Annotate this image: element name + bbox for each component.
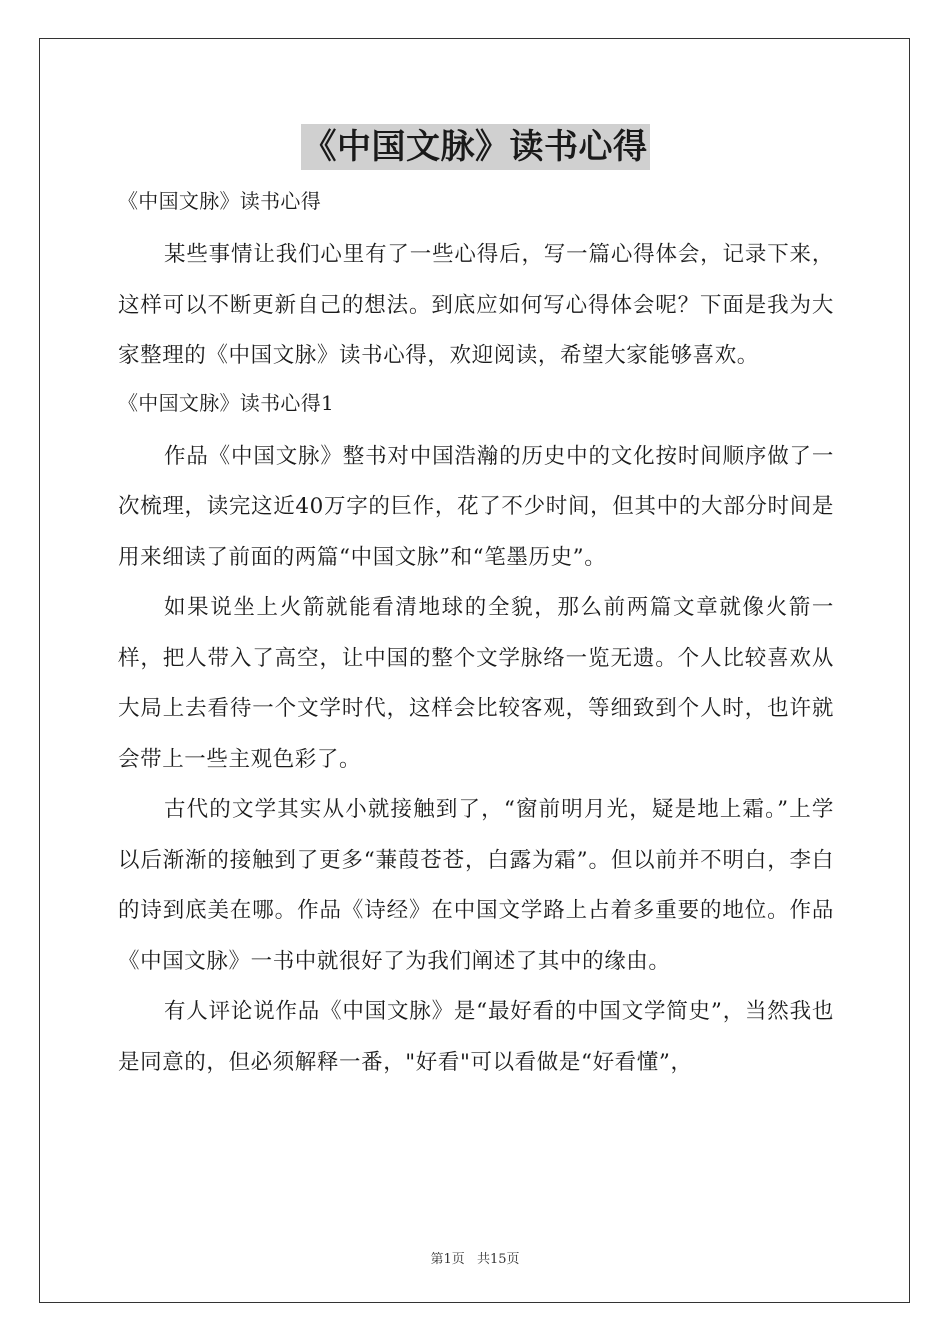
body-paragraph: 作品《中国文脉》整书对中国浩瀚的历史中的文化按时间顺序做了一次梳理，读完这近40万字的巨作，花了不少时间，但其中的大部分时间是用来细读了前面的两篇“中国文脉”和“笔墨历史”。 (118, 443, 834, 570)
body-paragraph: 古代的文学其实从小就接触到了，“窗前明月光，疑是地上霜。”上学以后渐渐的接触到了更多“蒹葭苍苍，白露为霜”。但以前并不明白，李白的诗到底美在哪。作品《诗经》在中国文学路上占着多重要的地位。作品《中国文脉》一书中就很好了为我们阐述了其中的缘由。 (118, 797, 834, 974)
page-total: 共15页 (476, 1252, 520, 1267)
body-paragraph: 有人评论说作品《中国文脉》是“最好看的中国文学简史”，当然我也是同意的，但必须解释一番，"好看"可以看做是“好看懂”， (118, 999, 834, 1075)
intro-paragraph: 某些事情让我们心里有了一些心得后，写一篇心得体会，记录下来，这样可以不断更新自己的想法。到底应如何写心得体会呢？下面是我为大家整理的《中国文脉》读书心得，欢迎阅读，希望大家能够喜欢。 (118, 242, 834, 368)
document-subtitle: 《中国文脉》读书心得 (118, 189, 321, 213)
page-footer (0, 1248, 950, 1267)
page-number: 第1页 (430, 1252, 465, 1267)
document-title: 《中国文脉》读书心得 (301, 124, 650, 170)
section-heading: 《中国文脉》读书心得1 (118, 390, 335, 415)
document-body (118, 180, 834, 1088)
body-paragraph: 如果说坐上火箭就能看清地球的全貌，那么前两篇文章就像火箭一样，把人带入了高空，让中国的整个文学脉络一览无遗。个人比较喜欢从大局上去看待一个文学时代，这样会比较客观，等细致到个人时，也许就会带上一些主观色彩了。 (118, 595, 834, 772)
title-container (0, 124, 950, 170)
